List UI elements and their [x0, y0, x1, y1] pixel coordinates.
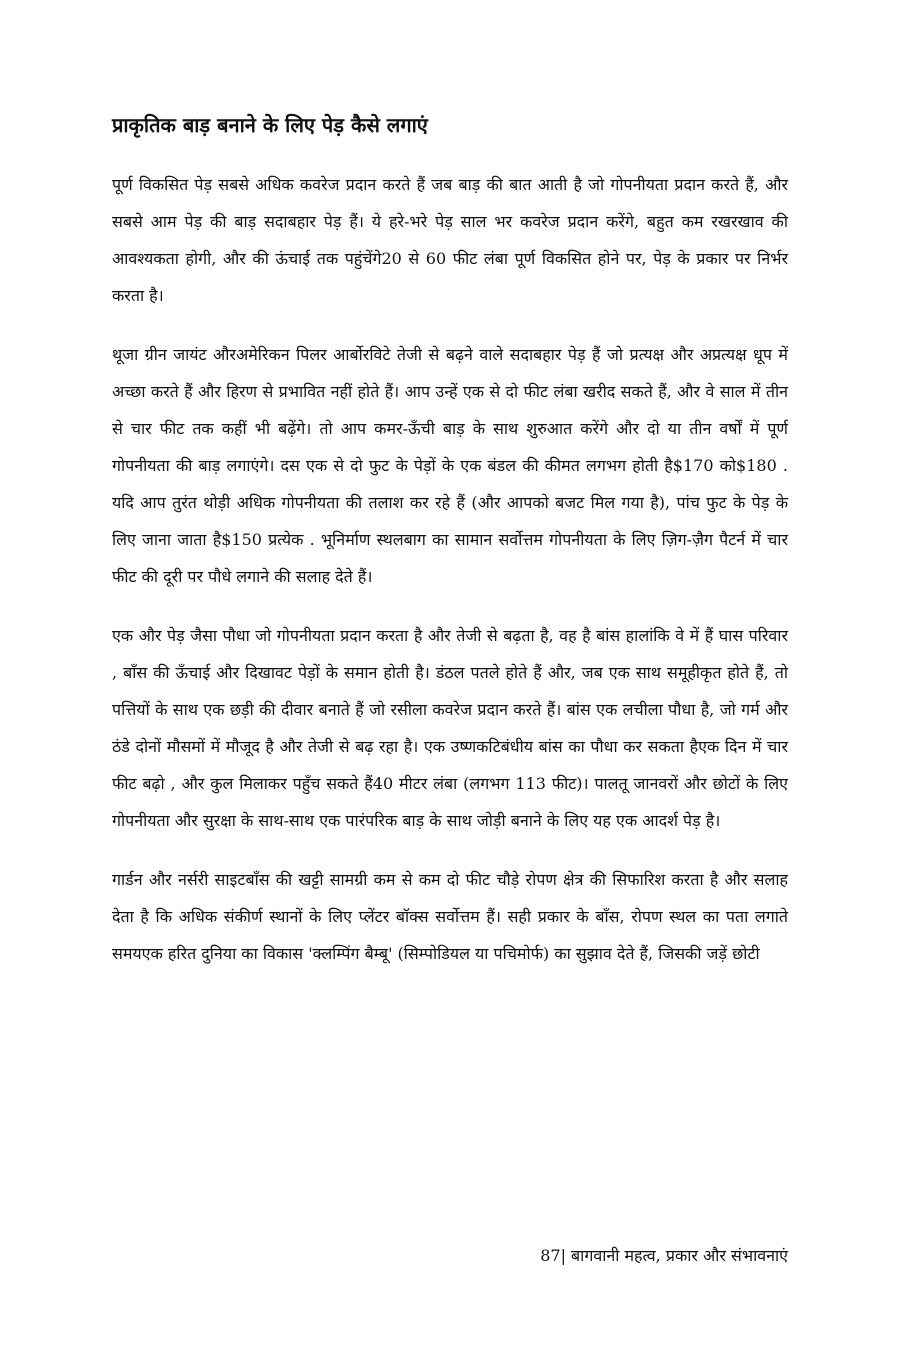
paragraph-bamboo: एक और पेड़ जैसा पौधा जो गोपनीयता प्रदान करता है और तेजी से बढ़ता है, वह है बांस हालांकि वे में हैं घास परिवार , बाँस की ऊँचाई और दिखावट पेड़ों के समान होती है। डंठल पतले होते हैं और, जब एक साथ समूहीकृत होते हैं, तो पत्तियों के साथ एक छड़ी की दीवार बनाते हैं जो रसीला कवरेज प्रदान करते हैं। बांस एक लचीला पौधा है, जो गर्म और ठंडे दोनों मौसमों में मौजूद है और तेजी से बढ़ रहा है। एक उष्णकटिबंधीय बांस का पौधा कर सकता हैएक दिन में चार फीट बढ़ो , और कुल मिलाकर पहुँच सकते हैं40 मीटर लंबा (लगभग 113 फीट)। पालतू जानवरों और छोटों के लिए गोपनीयता और सुरक्षा के साथ-साथ एक पारंपरिक बाड़ के साथ जोड़ी बनाने के लिए यह एक आदर्श पेड़ है।: [112, 626, 788, 830]
page-footer: 87| बागवानी महत्व, प्रकार और संभावनाएं: [540, 1246, 788, 1265]
paragraph-planting-area: गार्डन और नर्सरी साइटबाँस की खट्टी सामग्री कम से कम दो फीट चौड़े रोपण क्षेत्र की सिफारिश करता है और सलाह देता है कि अधिक संकीर्ण स्थानों के लिए प्लेंटर बॉक्स सर्वोत्तम हैं। सही प्रकार के बाँस, रोपण स्थल का पता लगाते समयएक हरित दुनिया का विकास 'क्लम्पिंग बैम्बू' (सिम्पोडियल या पचिमोर्फ) का सुझाव देते हैं, जिसकी जड़ें छोटी: [112, 870, 788, 963]
page-title: प्राकृतिक बाड़ बनाने के लिए पेड़ कैसे लगाएं: [112, 113, 428, 137]
document-body: [112, 112, 788, 994]
paragraph-evergreen-trees: पूर्ण विकसित पेड़ सबसे अधिक कवरेज प्रदान करते हैं जब बाड़ की बात आती है जो गोपनीयता प्रदान करते हैं, और सबसे आम पेड़ की बाड़ सदाबहार पेड़ हैं। ये हरे-भरे पेड़ साल भर कवरेज प्रदान करेंगे, बहुत कम रखरखाव की आवश्यकता होगी, और की ऊंचाई तक पहुंचेंगे20 से 60 फीट लंबा पूर्ण विकसित होने पर, पेड़ के प्रकार पर निर्भर करता है।: [112, 175, 788, 305]
paragraph-thuja-arborvitae: थूजा ग्रीन जायंट औरअमेरिकन पिलर आर्बोरविटे तेजी से बढ़ने वाले सदाबहार पेड़ हैं जो प्रत्यक्ष और अप्रत्यक्ष धूप में अच्छा करते हैं और हिरण से प्रभावित नहीं होते हैं। आप उन्हें एक से दो फीट लंबा खरीद सकते हैं, और वे साल में तीन से चार फीट तक कहीं भी बढ़ेंगे। तो आप कमर-ऊँची बाड़ के साथ शुरुआत करेंगे और दो या तीन वर्षों में पूर्ण गोपनीयता की बाड़ लगाएंगे। दस एक से दो फुट के पेड़ों के एक बंडल की कीमत लगभग होती है$170 को$180 . यदि आप तुरंत थोड़ी अधिक गोपनीयता की तलाश कर रहे हैं (और आपको बजट मिल गया है), पांच फुट के पेड़ के लिए जाना जाता है$150 प्रत्येक . भूनिर्माण स्थलबाग का सामान सर्वोत्तम गोपनीयता के लिए ज़िग-ज़ैग पैटर्न में चार फीट की दूरी पर पौधे लगाने की सलाह देते हैं।: [112, 345, 788, 586]
